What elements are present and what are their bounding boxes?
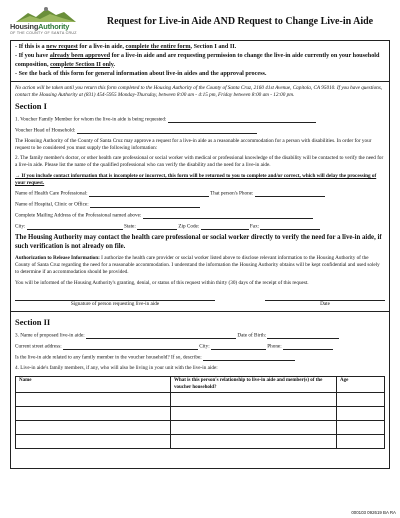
professional-name-field[interactable] xyxy=(89,190,209,197)
family-member-field[interactable] xyxy=(168,116,316,123)
hospital-field[interactable] xyxy=(90,201,200,208)
q4: 4. Live-in aide's family members, if any, who will also be living in your unit with the live-in aide: xyxy=(15,365,218,372)
col-name: Name xyxy=(16,377,171,393)
col-age: Age xyxy=(337,377,385,393)
date-block: Date xyxy=(265,294,385,308)
section-1 xyxy=(10,82,390,312)
table-row[interactable] xyxy=(16,421,385,435)
mailing-address-field[interactable] xyxy=(143,212,313,219)
state-field[interactable] xyxy=(137,223,177,230)
related-row: Is the live-in aide related to any family member in the voucher household? If so, describe: xyxy=(15,354,385,361)
aide-name-row: 3. Name of proposed live-in aide: Date of Birth: xyxy=(15,332,385,339)
hoh-row: Voucher Head of Household: xyxy=(15,127,385,134)
q1-row: 1. Voucher Family Member for whom the live-in aide is being requested: xyxy=(15,116,385,123)
zip-field[interactable] xyxy=(201,223,249,230)
instructions-notice xyxy=(10,40,390,82)
signature-row xyxy=(15,294,385,308)
table-row[interactable] xyxy=(16,435,385,449)
section-1-heading: Section I xyxy=(15,100,47,111)
notice-line-2: - If you have already been approved for a live-in aide and are requesting permission to change the live-in aide currently on your household composition, complete Section II only. xyxy=(15,52,380,68)
dob-field[interactable] xyxy=(267,332,339,339)
p1: The Housing Authority of the County of Santa Cruz may approve a request for a live-in aide as a reasonable accommodation for a person with disabilities. In order for your request to be considered you must supply the following information: xyxy=(15,137,372,151)
notice-line-3: - See the back of this form for general information about live-in aides and the approval process. xyxy=(15,70,267,78)
section-1-intro: No action will be taken until you return this form completed to the Housing Authority of the County of Santa Cruz, 2160 41st Avenue, Capitola, CA 95010. If you have questions, contact the Housing Authority at (831) 454-5955 Monday-Thursday, between 8:00 am - 4:15 pm, Friday between 8:00 am - 12:00 pm. xyxy=(15,85,383,99)
signature-block: Signature of person requesting live-in aide xyxy=(15,294,215,308)
section-2 xyxy=(10,312,390,469)
table-row[interactable] xyxy=(16,393,385,407)
logo-wordmark: HousingAuthority xyxy=(10,22,70,31)
q2: 2. The family member's doctor, or other health care professional or social worker with medical or professional knowledge of the disability will be contacted to verify the need for a live-in aide. Please list the name of the qualified professional who can verify the disability and the need for a live-in aide. xyxy=(15,155,384,169)
notice-line-1: - If this is a new request for a live-in aide, complete the entire form, Section I and II. xyxy=(15,43,237,50)
page-title: Request for Live-in Aide AND Request to Change Live-in Aide xyxy=(106,16,374,27)
aide-address-field[interactable] xyxy=(63,343,198,350)
aide-phone-field[interactable] xyxy=(283,343,333,350)
hills-icon xyxy=(16,6,76,22)
table-header-row xyxy=(16,377,385,393)
incomplete-warning: → If you include contact information that is incomplete or incorrect, this form will be returned to you to complete and/or correct, which will delay the processing of your request. xyxy=(15,172,377,186)
aide-city-field[interactable] xyxy=(211,343,266,350)
form-page xyxy=(10,6,390,469)
fax-field[interactable] xyxy=(260,223,320,230)
related-field[interactable] xyxy=(203,354,295,361)
address-row: Complete Mailing Address of the Professional named above: xyxy=(15,212,385,219)
header xyxy=(10,6,390,40)
hospital-row: Name of Hospital, Clinic or Office: xyxy=(15,201,385,208)
date-field[interactable] xyxy=(265,294,385,301)
logo-tagline: OF THE COUNTY OF SANTA CRUZ xyxy=(10,31,77,35)
aide-name-field[interactable] xyxy=(86,332,236,339)
table-row[interactable] xyxy=(16,407,385,421)
housing-authority-logo xyxy=(10,6,82,38)
head-of-household-field[interactable] xyxy=(77,127,257,134)
city-row: City: State: Zip Code: Fax: xyxy=(15,223,385,230)
city-field[interactable] xyxy=(27,223,123,230)
professional-phone-field[interactable] xyxy=(255,190,325,197)
verification-statement: The Housing Authority may contact the health care professional or social worker directly to verify the need for a live-in aide, if such verification is not already on file. xyxy=(15,234,382,250)
aide-family-table xyxy=(15,376,385,449)
section-2-heading: Section II xyxy=(15,317,51,328)
professional-row: Name of Health Care Professional: That person's Phone: xyxy=(15,190,385,197)
aide-address-row: Current street address: City: Phone: xyxy=(15,343,385,350)
form-id: 000103 092619 BA RA xyxy=(351,510,396,515)
col-relationship: What is this person's relationship to live-in aide and member(s) of the voucher household? xyxy=(170,377,336,393)
notification-text: You will be informed of the Housing Authority's granting, denial, or status of this request within thirty (30) days of the receipt of this request. xyxy=(15,279,309,286)
authorization-text: Authorization to Release Information: I authorize the health care provider or social worker listed above to disclose relevant information to the Housing Authority of the County of Santa Cruz regarding the need for a reasonable accommodation. I understand the information the Housing Authority obtains will be kept confidential and used solely to determine if an accommodation should be provided. xyxy=(15,255,380,275)
